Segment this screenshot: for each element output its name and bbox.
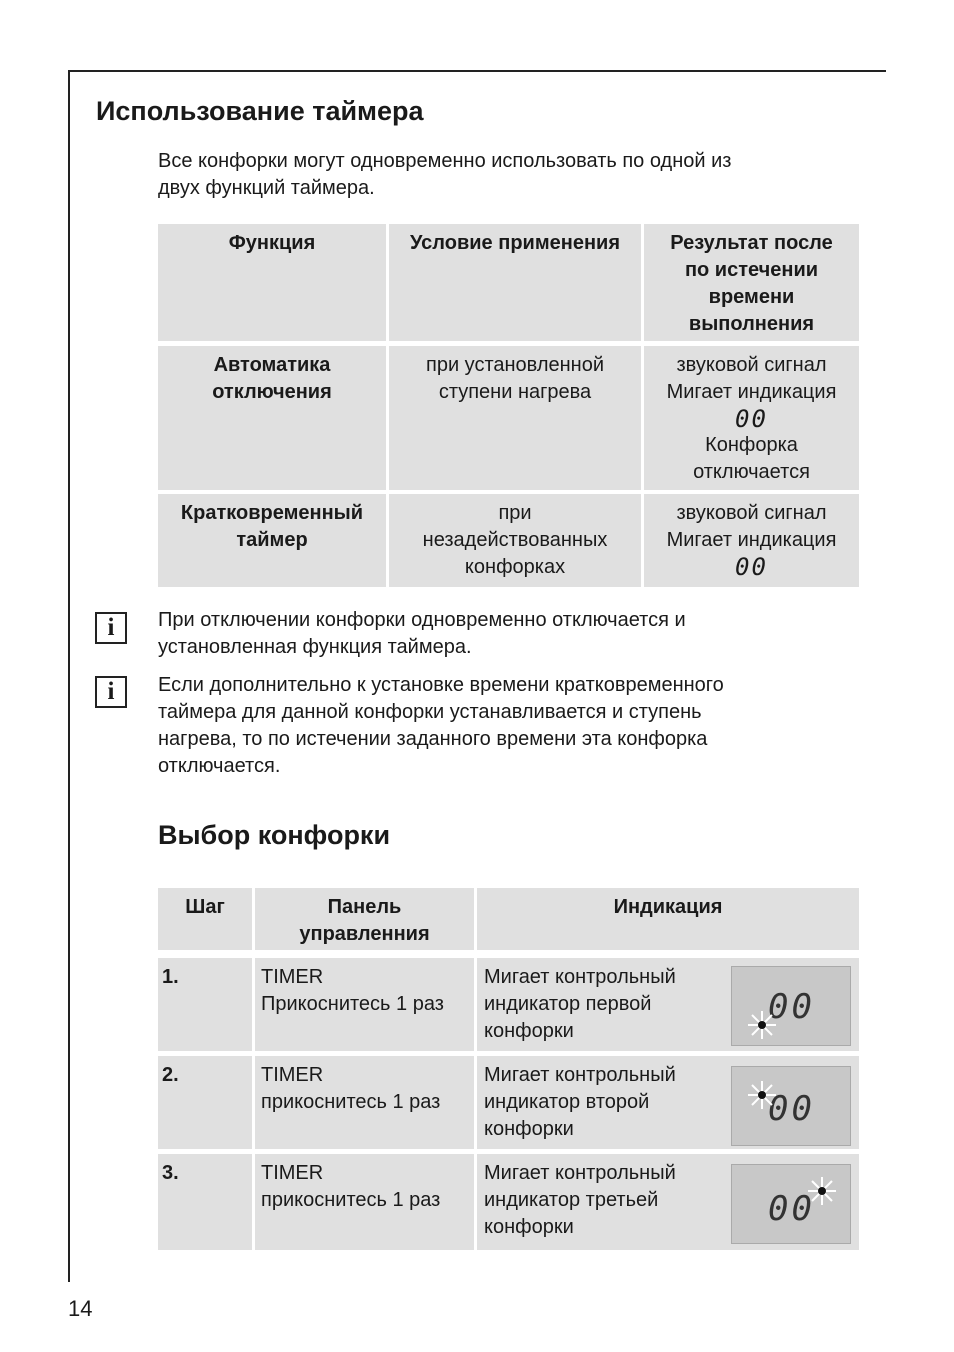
intro-paragraph: Все конфорки могут одновременно использовать по одной из двух функций таймера. <box>158 150 732 199</box>
flash-indicator-icon <box>746 1079 778 1111</box>
table1-row2-result: звуковой сигнал Мигает индикация 00 <box>644 494 859 587</box>
hob-display-panel <box>731 966 851 1046</box>
flash-indicator-icon <box>746 1009 778 1041</box>
table2-row1-panel: TIMER Прикоснитесь 1 раз <box>255 958 474 1051</box>
table2-row2-step: 2. <box>158 1056 252 1149</box>
flash-indicator-icon <box>806 1175 838 1207</box>
section-title-burner-selection: Выбор конфорки <box>158 820 391 850</box>
table2-row2-panel: TIMER прикоснитесь 1 раз <box>255 1056 474 1149</box>
info-icon: i <box>95 676 127 708</box>
table2-row3-step: 3. <box>158 1154 252 1250</box>
display-readout: 00 <box>768 987 815 1027</box>
page-number: 14 <box>68 1296 93 1321</box>
table1-header-condition: Условие применения <box>389 224 641 341</box>
table2-header-indication: Индикация <box>477 888 859 950</box>
hob-display-panel <box>731 1164 851 1244</box>
table1-row2-function: Кратковременный таймер <box>158 494 386 587</box>
table2-header-panel: Панель управленния <box>255 888 474 950</box>
table2-row3-panel: TIMER прикоснитесь 1 раз <box>255 1154 474 1250</box>
page-margin-rule-horizontal <box>68 70 886 72</box>
table1-row1-condition: при установленной ступени нагрева <box>389 346 641 490</box>
table2-row1-step: 1. <box>158 958 252 1051</box>
table2-header-step: Шаг <box>158 888 252 950</box>
table2-row1-indication: Мигает контрольный индикатор первой конфорки <box>477 958 859 1051</box>
table1-row2-condition: при незадействованных конфорках <box>389 494 641 587</box>
table1-header-function: Функция <box>158 224 386 341</box>
note-1: При отключении конфорки одновременно отключается и установленная функция таймера. <box>158 609 686 658</box>
display-readout: 00 <box>735 405 768 433</box>
table1-row1-result: звуковой сигнал Мигает индикация 00 Конфорка отключается <box>644 346 859 490</box>
display-readout: 00 <box>735 553 768 581</box>
page-margin-rule-vertical <box>68 70 70 1282</box>
display-readout: 00 <box>768 1189 815 1229</box>
table1-header-result: Результат после по истечении времени выполнения <box>644 224 859 341</box>
info-icon: i <box>95 612 127 644</box>
display-readout: 00 <box>768 1089 815 1129</box>
section-title-timer: Использование таймера <box>96 96 424 126</box>
table2-row2-indication: Мигает контрольный индикатор второй конфорки <box>477 1056 859 1149</box>
hob-display-panel <box>731 1066 851 1146</box>
table1-row1-function: Автоматика отключения <box>158 346 386 490</box>
note-2: Если дополнительно к установке времени кратковременного таймера для данной конфорки устанавливается и ступень нагрева, то по истечении заданного времени эта конфорка отключается. <box>158 674 724 777</box>
table2-row3-indication: Мигает контрольный индикатор третьей конфорки <box>477 1154 859 1250</box>
